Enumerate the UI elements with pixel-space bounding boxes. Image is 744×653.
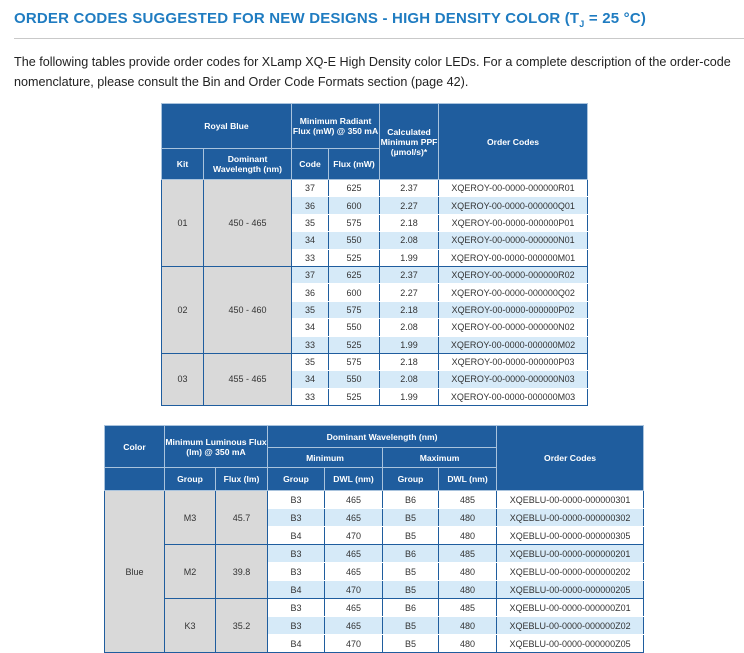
order-code-cell: XQEROY-00-0000-000000P03 — [439, 353, 588, 370]
min-dwl-cell: 470 — [325, 635, 383, 653]
intro-paragraph: The following tables provide order codes for XLamp XQ-E High Density color LEDs. For a complete description of the order-code nomenclature, please consult the Bin and Order Code Formats section (page 42). — [14, 55, 731, 89]
min-group-cell: B3 — [268, 563, 325, 581]
code-cell: 37 — [292, 180, 329, 197]
header-order-codes: Order Codes — [439, 104, 588, 180]
kit-cell: 02 — [162, 266, 204, 353]
flux-cell: 525 — [329, 336, 380, 353]
section-heading — [14, 10, 646, 29]
ppf-cell: 2.37 — [380, 180, 439, 197]
blue-order-codes-table — [104, 425, 644, 653]
order-code-cell: XQEROY-00-0000-000000R01 — [439, 180, 588, 197]
min-group-cell: B4 — [268, 527, 325, 545]
flux-cell: 525 — [329, 388, 380, 405]
code-cell: 34 — [292, 371, 329, 388]
max-dwl-cell: 480 — [439, 509, 497, 527]
order-code-cell: XQEROY-00-0000-000000M01 — [439, 249, 588, 266]
header-minimum: Minimum — [268, 448, 383, 468]
max-dwl-cell: 480 — [439, 563, 497, 581]
order-code-cell: XQEROY-00-0000-000000R02 — [439, 266, 588, 283]
order-code-cell: XQEBLU-00-0000-000000202 — [497, 563, 644, 581]
min-group-cell: B3 — [268, 599, 325, 617]
header-min-luminous-flux: Minimum Luminous Flux (lm) @ 350 mA — [165, 426, 268, 468]
min-group-cell: B4 — [268, 581, 325, 599]
order-code-cell: XQEROY-00-0000-000000M03 — [439, 388, 588, 405]
flux-cell: 550 — [329, 319, 380, 336]
code-cell: 37 — [292, 266, 329, 283]
royal-blue-order-codes-table — [161, 103, 588, 406]
flux-cell: 575 — [329, 214, 380, 231]
header-color: Color — [105, 426, 165, 468]
ppf-cell: 2.08 — [380, 232, 439, 249]
order-code-cell: XQEBLU-00-0000-000000Z05 — [497, 635, 644, 653]
min-dwl-cell: 470 — [325, 527, 383, 545]
ppf-cell: 2.27 — [380, 284, 439, 301]
max-dwl-cell: 480 — [439, 581, 497, 599]
kit-cell: 01 — [162, 180, 204, 267]
order-code-cell: XQEROY-00-0000-000000N03 — [439, 371, 588, 388]
table-row — [105, 545, 644, 563]
min-dwl-cell: 470 — [325, 581, 383, 599]
flux-cell: 600 — [329, 197, 380, 214]
order-code-cell: XQEBLU-00-0000-000000302 — [497, 509, 644, 527]
wavelength-cell: 450 - 465 — [204, 180, 292, 267]
order-code-cell: XQEROY-00-0000-000000P01 — [439, 214, 588, 231]
header-order-codes: Order Codes — [497, 426, 644, 491]
min-dwl-cell: 465 — [325, 617, 383, 635]
code-cell: 36 — [292, 284, 329, 301]
code-cell: 34 — [292, 319, 329, 336]
max-group-cell: B6 — [383, 599, 439, 617]
heading-divider — [14, 38, 744, 39]
code-cell: 34 — [292, 232, 329, 249]
order-code-cell: XQEROY-00-0000-000000N01 — [439, 232, 588, 249]
max-dwl-cell: 480 — [439, 527, 497, 545]
header-flux-lm: Flux (lm) — [216, 468, 268, 491]
min-group-cell: B3 — [268, 509, 325, 527]
code-cell: 35 — [292, 214, 329, 231]
group-cell: K3 — [165, 599, 216, 653]
header-dominant-wavelength: Dominant Wavelength (nm) — [204, 149, 292, 180]
max-dwl-cell: 485 — [439, 545, 497, 563]
flux-cell: 625 — [329, 266, 380, 283]
flux-cell: 575 — [329, 353, 380, 370]
header-flux-mw: Flux (mW) — [329, 149, 380, 180]
order-code-cell: XQEROY-00-0000-000000N02 — [439, 319, 588, 336]
code-cell: 35 — [292, 301, 329, 318]
order-code-cell: XQEROY-00-0000-000000M02 — [439, 336, 588, 353]
header-max-dwl: DWL (nm) — [439, 468, 497, 491]
max-dwl-cell: 480 — [439, 635, 497, 653]
group-cell: M3 — [165, 491, 216, 545]
flux-cell: 35.2 — [216, 599, 268, 653]
header-code: Code — [292, 149, 329, 180]
flux-cell: 625 — [329, 180, 380, 197]
code-cell: 36 — [292, 197, 329, 214]
heading-subscript: J — [579, 19, 585, 29]
kit-cell: 03 — [162, 353, 204, 405]
flux-cell: 575 — [329, 301, 380, 318]
order-code-cell: XQEBLU-00-0000-000000201 — [497, 545, 644, 563]
table-row — [162, 180, 588, 197]
ppf-cell: 2.18 — [380, 301, 439, 318]
max-group-cell: B6 — [383, 491, 439, 509]
wavelength-cell: 450 - 460 — [204, 266, 292, 353]
flux-cell: 550 — [329, 232, 380, 249]
max-group-cell: B6 — [383, 545, 439, 563]
code-cell: 33 — [292, 336, 329, 353]
header-maximum: Maximum — [383, 448, 497, 468]
ppf-cell: 2.37 — [380, 266, 439, 283]
ppf-cell: 2.27 — [380, 197, 439, 214]
flux-cell: 39.8 — [216, 545, 268, 599]
header-max-group: Group — [383, 468, 439, 491]
min-group-cell: B3 — [268, 491, 325, 509]
order-code-cell: XQEBLU-00-0000-000000205 — [497, 581, 644, 599]
header-kit: Kit — [162, 149, 204, 180]
min-dwl-cell: 465 — [325, 563, 383, 581]
color-cell: Blue — [105, 491, 165, 653]
order-code-cell: XQEROY-00-0000-000000P02 — [439, 301, 588, 318]
code-cell: 35 — [292, 353, 329, 370]
min-group-cell: B4 — [268, 635, 325, 653]
header-min-radiant-flux: Minimum Radiant Flux (mW) @ 350 mA — [292, 104, 380, 149]
max-dwl-cell: 485 — [439, 491, 497, 509]
min-group-cell: B3 — [268, 545, 325, 563]
code-cell: 33 — [292, 388, 329, 405]
min-dwl-cell: 465 — [325, 509, 383, 527]
max-group-cell: B5 — [383, 509, 439, 527]
heading-text: ORDER CODES SUGGESTED FOR NEW DESIGNS - HIGH DENSITY COLOR (T — [14, 10, 580, 27]
group-cell: M2 — [165, 545, 216, 599]
table-row — [105, 599, 644, 617]
table-row — [162, 353, 588, 370]
order-code-cell: XQEROY-00-0000-000000Q02 — [439, 284, 588, 301]
ppf-cell: 1.99 — [380, 249, 439, 266]
header-min-dwl: DWL (nm) — [325, 468, 383, 491]
header-dominant-wavelength: Dominant Wavelength (nm) — [268, 426, 497, 448]
order-code-cell: XQEBLU-00-0000-000000301 — [497, 491, 644, 509]
order-code-cell: XQEBLU-00-0000-000000Z02 — [497, 617, 644, 635]
max-dwl-cell: 485 — [439, 599, 497, 617]
order-code-cell: XQEBLU-00-0000-000000Z01 — [497, 599, 644, 617]
min-group-cell: B3 — [268, 617, 325, 635]
ppf-cell: 1.99 — [380, 336, 439, 353]
order-code-cell: XQEBLU-00-0000-000000305 — [497, 527, 644, 545]
max-group-cell: B5 — [383, 527, 439, 545]
table-row — [105, 491, 644, 509]
ppf-cell: 2.18 — [380, 214, 439, 231]
max-dwl-cell: 480 — [439, 617, 497, 635]
code-cell: 33 — [292, 249, 329, 266]
header-group: Group — [165, 468, 216, 491]
order-code-cell: XQEROY-00-0000-000000Q01 — [439, 197, 588, 214]
max-group-cell: B5 — [383, 617, 439, 635]
flux-cell: 550 — [329, 371, 380, 388]
flux-cell: 45.7 — [216, 491, 268, 545]
max-group-cell: B5 — [383, 581, 439, 599]
table-row — [162, 266, 588, 283]
min-dwl-cell: 465 — [325, 599, 383, 617]
ppf-cell: 1.99 — [380, 388, 439, 405]
flux-cell: 525 — [329, 249, 380, 266]
ppf-cell: 2.18 — [380, 353, 439, 370]
header-royal-blue: Royal Blue — [162, 104, 292, 149]
min-dwl-cell: 465 — [325, 545, 383, 563]
ppf-cell: 2.08 — [380, 371, 439, 388]
header-color-blank — [105, 468, 165, 491]
wavelength-cell: 455 - 465 — [204, 353, 292, 405]
max-group-cell: B5 — [383, 563, 439, 581]
heading-tail: = 25 °C) — [584, 10, 647, 27]
header-min-group: Group — [268, 468, 325, 491]
header-calculated-ppf: Calculated Minimum PPF (µmol/s)* — [380, 104, 439, 180]
ppf-cell: 2.08 — [380, 319, 439, 336]
max-group-cell: B5 — [383, 635, 439, 653]
min-dwl-cell: 465 — [325, 491, 383, 509]
flux-cell: 600 — [329, 284, 380, 301]
